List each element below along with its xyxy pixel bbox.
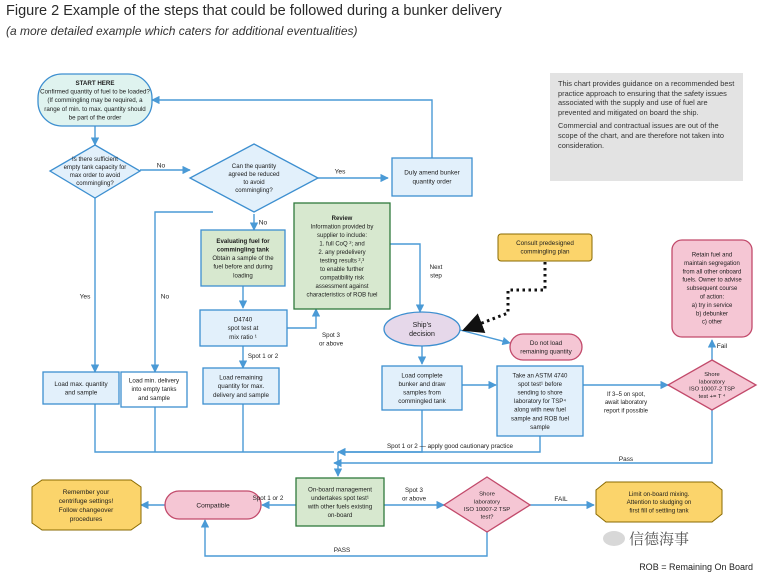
evaluate-fuel-text: Evaluating fuel for commingling tank Obtain a sample of the fuel before and during loading (212, 237, 274, 280)
do-not-load-box (510, 334, 582, 360)
ships-decision-text: Ship's decision (409, 321, 435, 338)
compatible-text: Compatible (196, 502, 230, 510)
label-yes-reduce: Yes (334, 168, 346, 176)
amend-order-box (392, 158, 472, 196)
guidance-note-p1: This chart provides guidance on a recommended best practice approach to ensuring that the safety issues associated with the supply and use of fuel are prevented and mitigated on board the ship. (558, 79, 735, 117)
ships-decision-node (384, 312, 460, 346)
label-fail-bottom: FAIL (554, 496, 568, 504)
load-complete-text: Load complete bunker and draw samples from commingled tank (398, 372, 446, 406)
amend-order-text: Duly amend bunker quantity order (404, 169, 460, 186)
label-no-evaluate: No (258, 219, 268, 227)
review-text: Review Information provided by supplier to include: 1. full CoQ ²; and 2. any predelivery testing results ²,³ to enable further compatibility risk assessment against characteristics of ROB fuel (306, 215, 378, 299)
rob-caption: ROB = Remaining On Board (639, 562, 753, 572)
label-no-reduce: No (160, 293, 170, 301)
shore-bottom-text: Shore laboratory ISO 10007-2 TSP test? (463, 491, 511, 521)
label-spot35: If 3–5 on spot, await laboratory report if possible (603, 391, 649, 415)
label-next-step: Next step (429, 263, 443, 280)
label-pass-bottom: PASS (333, 547, 351, 555)
load-max-text: Load max. quantity and sample (54, 380, 108, 397)
label-spot12-caution: Spot 1 or 2 — apply good cautionary practice (386, 443, 514, 451)
take-astm-text: Take an ASTM 4740 spot test¹ before sending to shore laboratory for TSP⁴ along with new fuel sample and ROB fuel sample (511, 372, 569, 431)
figure-title: Figure 2 Example of the steps that could be followed during a bunker delivery (6, 3, 502, 19)
label-spot3-top: Spot 3 or above (318, 331, 344, 348)
wechat-icon (603, 531, 625, 546)
watermark-text: 信德海事 (629, 531, 690, 548)
label-fail-top: Fail (716, 343, 728, 351)
limit-mixing-text: Limit on-board mixing. Attention to sludging on first fill of settling tank (626, 490, 692, 515)
start-text: START HERE Confirmed quantity of fuel to be loaded? (If commingling may be required, a range of min. to max. quantity should be part of the order (40, 79, 150, 122)
do-not-load-text: Do not load remaining quantity (520, 339, 572, 356)
shore-top-text: Shore laboratory ISO 10007-2 TSP test += T ⁴ (689, 371, 735, 401)
connector-decision-to-dontload (460, 330, 510, 343)
label-pass-top: Pass (618, 456, 634, 464)
label-spot3-bottom: Spot 3 or above (401, 486, 427, 503)
onboard-mgmt-text: On-board management undertakes spot test¹ with other fuels existing on-board (307, 486, 373, 520)
connector-consult-plan (464, 262, 545, 330)
connector-d4740-spot3 (287, 309, 316, 328)
connector-loadmax-down (95, 404, 334, 452)
reduce-decision-text: Can the quantity agreed be reduced to avoid commingling? (228, 163, 280, 195)
label-spot12-top: Spot 1 or 2 (247, 353, 279, 361)
figure-subtitle: (a more detailed example which caters for additional eventualities) (6, 24, 358, 38)
label-no-capacity: No (156, 162, 166, 170)
remember-text: Remember your centrifuge settings! Follow changeover procedures (58, 488, 114, 523)
load-max-box (43, 372, 119, 404)
d4740-text: D4740 spot test at mix ratio ¹ (227, 316, 259, 341)
retain-fuel-text: Retain fuel and maintain segregation from all other onboard fuels. Owner to advise subsequent course of action: a) try in service b) debunker c) other (682, 252, 742, 326)
watermark (603, 528, 689, 549)
load-min-text: Load min. delivery into empty tanks and sample (128, 377, 180, 402)
connector-review-next (390, 244, 420, 312)
connector-amend-to-start (152, 100, 432, 158)
label-spot12-bottom: Spot 1 or 2 (252, 495, 284, 503)
capacity-decision-text: Is there sufficient empty tank capacity for max order to avoid commingling? (63, 156, 127, 188)
label-yes-capacity: Yes (79, 293, 91, 301)
guidance-note-p2: Commercial and contractual issues are out of the scope of the chart, and are therefore not taken into consideration. (558, 121, 724, 150)
load-remaining-text: Load remaining quantity for max. delivery and sample (212, 374, 270, 399)
consult-plan-text: Consult predesigned commingling plan (516, 239, 574, 256)
